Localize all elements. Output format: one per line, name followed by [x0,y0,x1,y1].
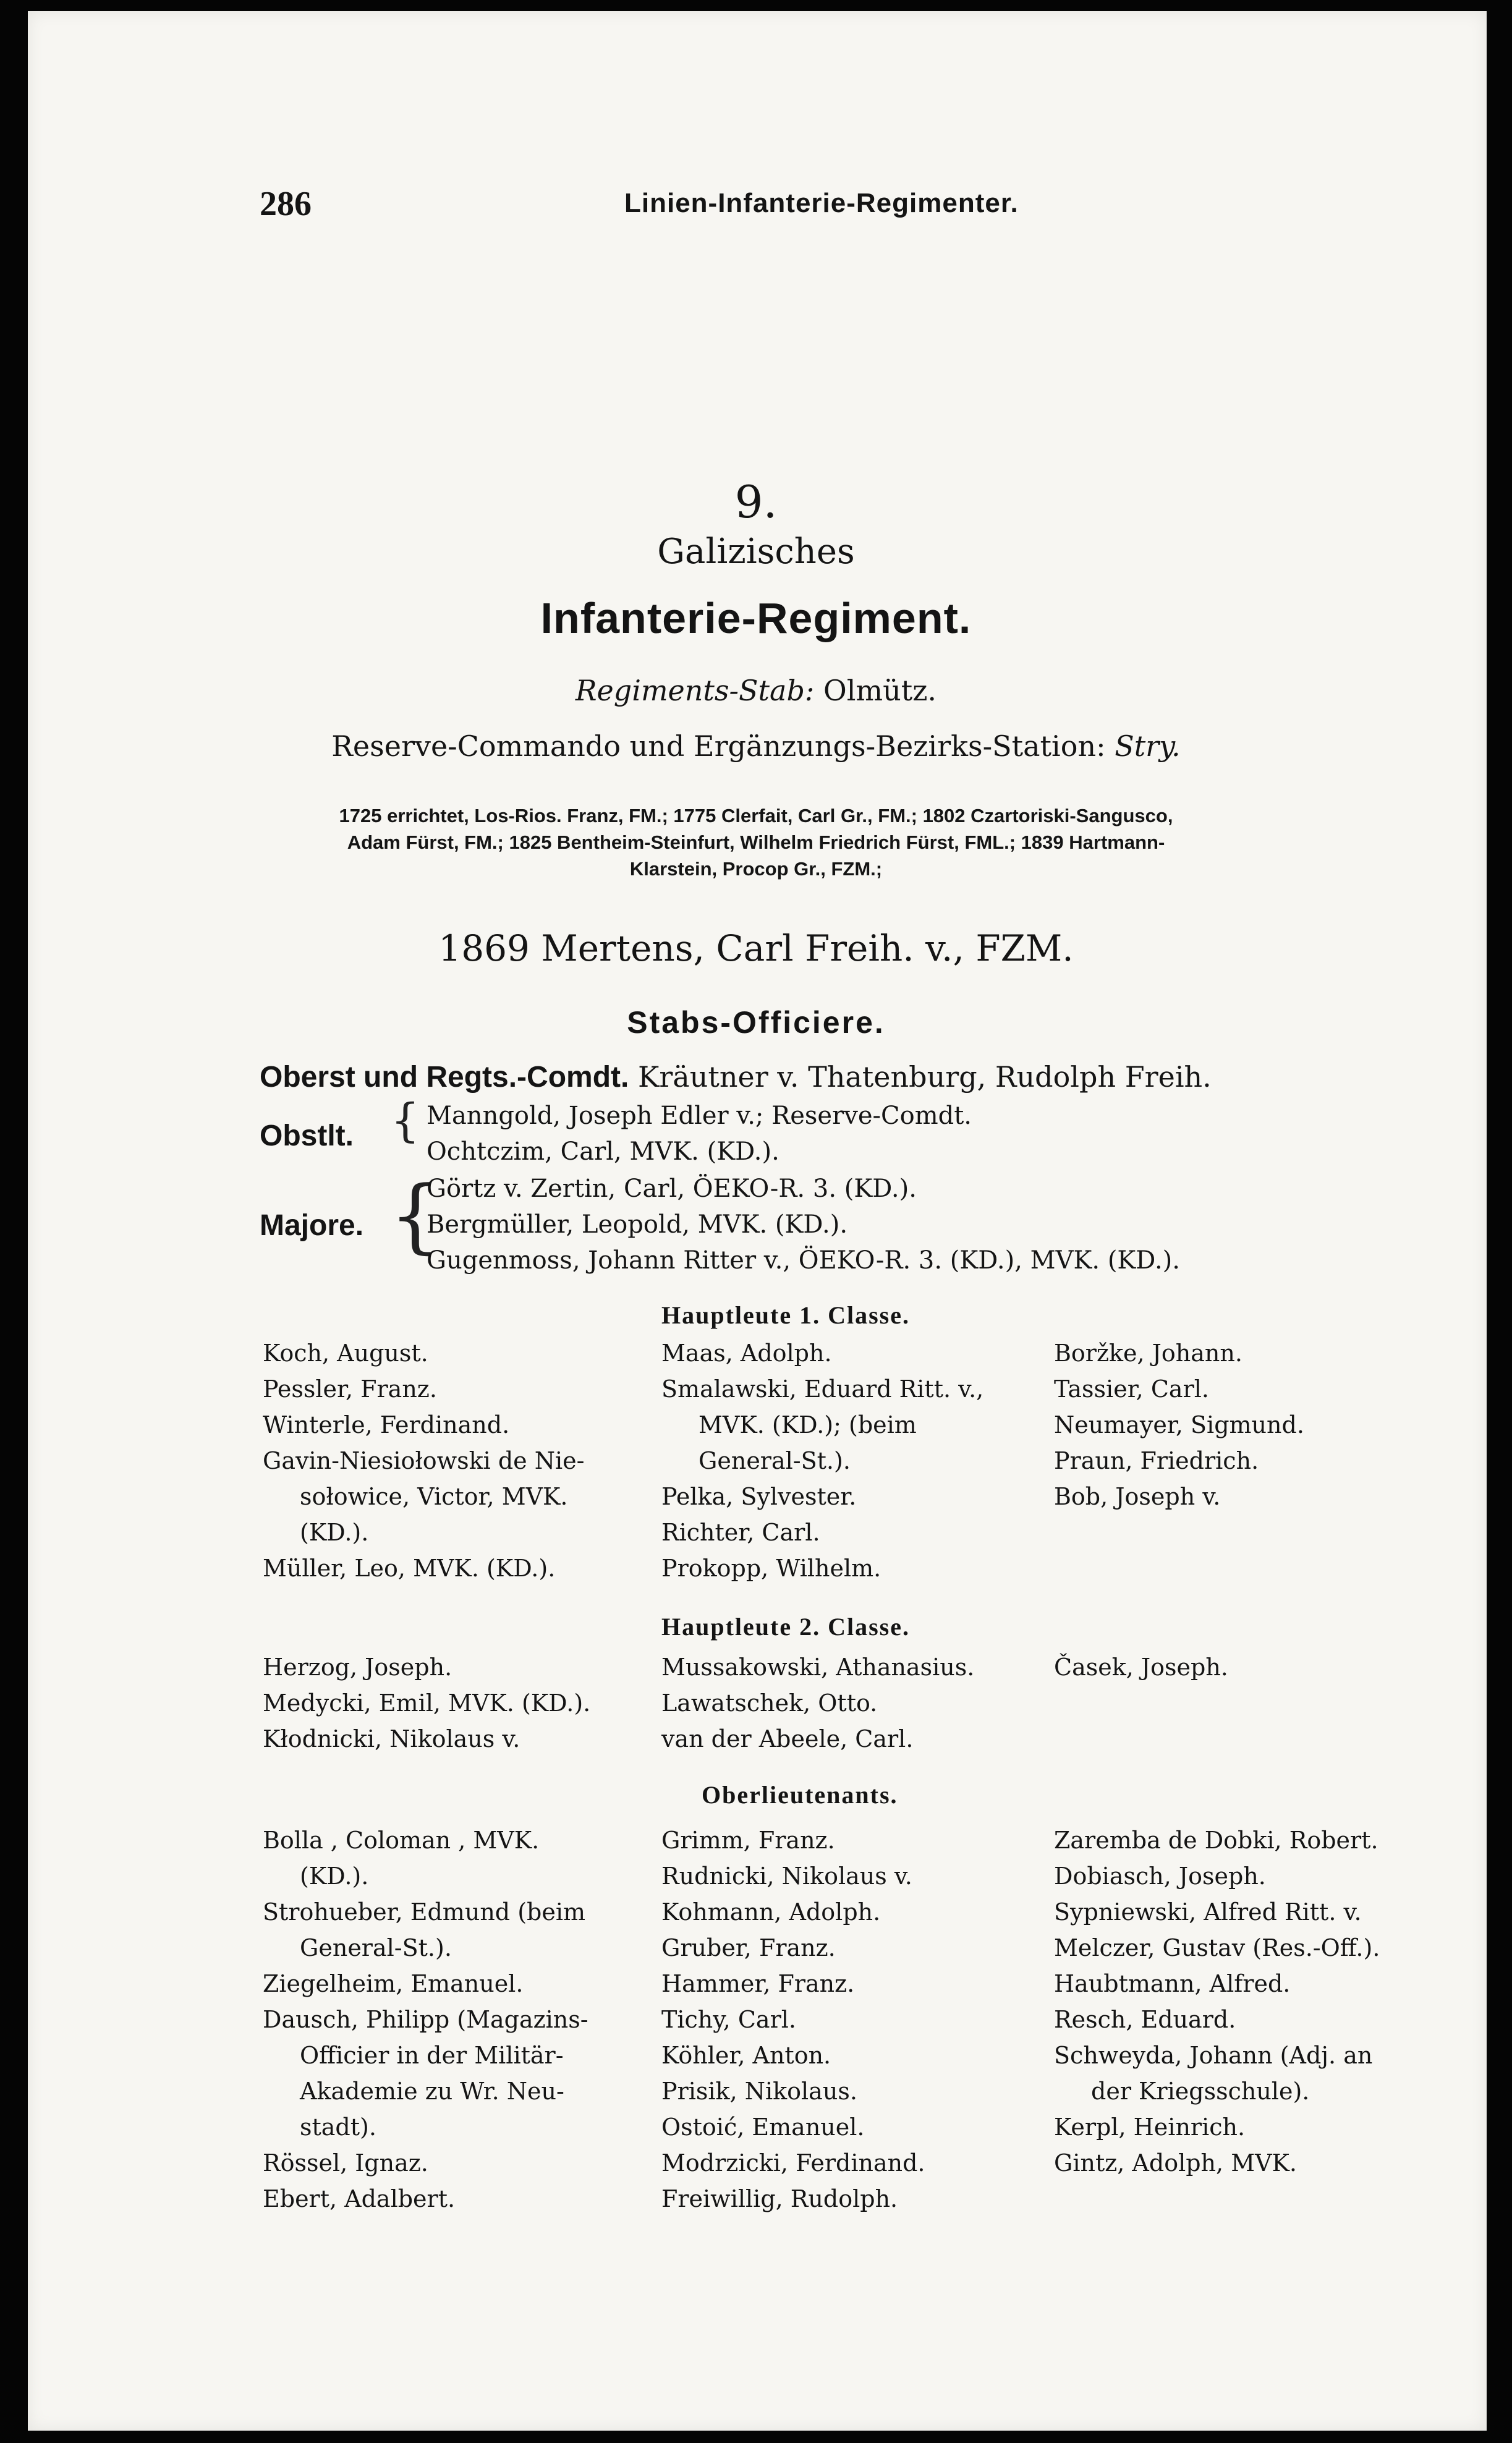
page-number: 286 [260,185,312,223]
list-item: der Kriegsschule). [1091,2078,1310,2105]
list-item: Boržke, Johann. [1054,1340,1242,1367]
list-item: Sypniewski, Alfred Ritt. v. [1054,1898,1362,1926]
list-item: Kerpl, Heinrich. [1054,2114,1246,2141]
hauptleute-1-col2 [661,1335,983,1586]
list-item: Neumayer, Sigmund. [1054,1411,1304,1438]
list-item: Schweyda, Johann (Adj. an [1054,2042,1373,2069]
inhaber-line: 1869 Mertens, Carl Freih. v., FZM. [438,927,1074,969]
list-item: Richter, Carl. [661,1519,820,1546]
list-item: Herzog, Joseph. [263,1654,452,1681]
list-item: van der Abeele, Carl. [661,1725,914,1753]
list-item: Haubtmann, Alfred. [1054,1970,1291,1997]
majore-label: Majore. [260,1209,364,1242]
oberlieutenants-col3 [1054,1822,1380,2181]
list-item: Bolla , Coloman , MVK. [263,1827,540,1854]
list-item: (KD.). [300,1519,369,1546]
list-item: Grimm, Franz. [661,1827,835,1854]
list-item: Medycki, Emil, MVK. (KD.). [263,1689,591,1717]
regiment-history [0,802,1512,882]
list-item: Kłodnicki, Nikolaus v. [263,1725,520,1753]
list-item: Winterle, Ferdinand. [263,1411,510,1438]
list-item: Dausch, Philipp (Magazins- [263,2006,588,2033]
list-item: (KD.). [300,1863,369,1890]
hauptleute-2-col3 [1054,1649,1228,1685]
list-item: Prokopp, Wilhelm. [661,1555,881,1582]
list-item: Pelka, Sylvester. [661,1483,857,1510]
list-item: Maas, Adolph. [661,1340,832,1367]
oberst-name: Kräutner v. Thatenburg, Rudolph Freih. [637,1060,1212,1094]
running-head: Linien-Infanterie-Regimenter. [624,188,1019,218]
list-item: Bob, Joseph v. [1054,1483,1221,1510]
list-item: Resch, Eduard. [1054,2006,1236,2033]
list-item: Mussakowski, Athanasius. [661,1654,975,1681]
brace-icon: { [391,1094,420,1147]
list-item: Officier in der Militär- [300,2042,564,2069]
list-item: Praun, Friedrich. [1054,1447,1259,1474]
majore-entry: Görtz v. Zertin, Carl, ÖEKO-R. 3. (KD.). [427,1175,917,1203]
oberst-line [260,1060,1212,1094]
majore-entry: Bergmüller, Leopold, MVK. (KD.). [427,1210,848,1239]
list-item: Pessler, Franz. [263,1375,437,1403]
regiment-number: 9. [734,476,778,528]
list-item: General-St.). [699,1447,851,1474]
list-item: Müller, Leo, MVK. (KD.). [263,1555,556,1582]
hauptleute-1-col3 [1054,1335,1304,1515]
brace-icon: { [389,1168,441,1262]
oberlieutenants-col1 [263,1822,588,2217]
list-item: Gintz, Adolph, MVK. [1054,2149,1298,2177]
list-item: Smalawski, Eduard Ritt. v., [661,1375,984,1403]
regiment-type: Infanterie-Regiment. [540,594,972,642]
history-line: 1725 errichtet, Los-Rios. Franz, FM.; 1775 Clerfait, Carl Gr., FM.; 1802 Czartoriski-Sangusco, [339,805,1173,826]
list-item: Gruber, Franz. [661,1934,836,1961]
list-item: Rudnicki, Nikolaus v. [661,1863,912,1890]
list-item: Gavin-Niesiołowski de Nie- [263,1447,585,1474]
regiments-stab-line [0,674,1512,707]
obstlt-entry: Ochtczim, Carl, MVK. (KD.). [427,1137,779,1166]
oberlieutenants-heading: Oberlieutenants. [702,1781,898,1809]
hauptleute-2-heading: Hauptleute 2. Classe. [661,1613,910,1641]
oberlieutenants-col2 [661,1822,925,2217]
history-line: Adam Fürst, FM.; 1825 Bentheim-Steinfurt, Wilhelm Friedrich Fürst, FML.; 1839 Hartmann- [347,831,1165,853]
stabs-officiere-heading: Stabs-Officiere. [627,1005,885,1040]
hauptleute-1-heading: Hauptleute 1. Classe. [661,1301,910,1329]
list-item: Prisik, Nikolaus. [661,2078,857,2105]
hauptleute-1-col1 [263,1335,584,1586]
list-item: Strohueber, Edmund (beim [263,1898,586,1926]
list-item: Lawatschek, Otto. [661,1689,878,1717]
list-item: Ostoić, Emanuel. [661,2114,865,2141]
list-item: Ebert, Adalbert. [263,2185,456,2212]
hauptleute-2-col2 [661,1649,974,1757]
reserve-line [0,729,1512,763]
list-item: Rössel, Ignaz. [263,2149,428,2177]
list-item: sołowice, Victor, MVK. [300,1483,568,1510]
list-item: Dobiasch, Joseph. [1054,1863,1266,1890]
list-item: Kohmann, Adolph. [661,1898,881,1926]
list-item: Koch, August. [263,1340,428,1367]
list-item: Melczer, Gustav (Res.-Off.). [1054,1934,1380,1961]
list-item: Freiwillig, Rudolph. [661,2185,898,2212]
hauptleute-2-col1 [263,1649,590,1757]
reserve-place: Stry. [1115,729,1181,763]
list-item: Köhler, Anton. [661,2042,831,2069]
list-item: stadt). [300,2114,376,2141]
list-item: General-St.). [300,1934,452,1961]
reserve-label: Reserve-Commando und Ergänzungs-Bezirks-Station: [331,729,1106,763]
oberst-label: Oberst und Regts.-Comdt. [260,1061,629,1094]
stab-label: Regiments-Stab: [575,674,815,707]
stab-place: Olmütz. [823,674,937,707]
list-item: Hammer, Franz. [661,1970,855,1997]
list-item: Zaremba de Dobki, Robert. [1054,1827,1378,1854]
list-item: Tichy, Carl. [661,2006,796,2033]
list-item: Modrzicki, Ferdinand. [661,2149,925,2177]
list-item: Ziegelheim, Emanuel. [263,1970,524,1997]
history-line: Klarstein, Procop Gr., FZM.; [629,858,883,880]
list-item: Tassier, Carl. [1054,1375,1209,1403]
obstlt-label: Obstlt. [260,1120,354,1152]
list-item: Časek, Joseph. [1054,1654,1228,1681]
regiment-name: Galizisches [657,532,855,572]
list-item: MVK. (KD.); (beim [699,1411,917,1438]
list-item: Akademie zu Wr. Neu- [300,2078,564,2105]
obstlt-entry: Manngold, Joseph Edler v.; Reserve-Comdt. [427,1102,972,1130]
majore-entry: Gugenmoss, Johann Ritter v., ÖEKO-R. 3. (KD.), MVK. (KD.). [427,1246,1180,1275]
